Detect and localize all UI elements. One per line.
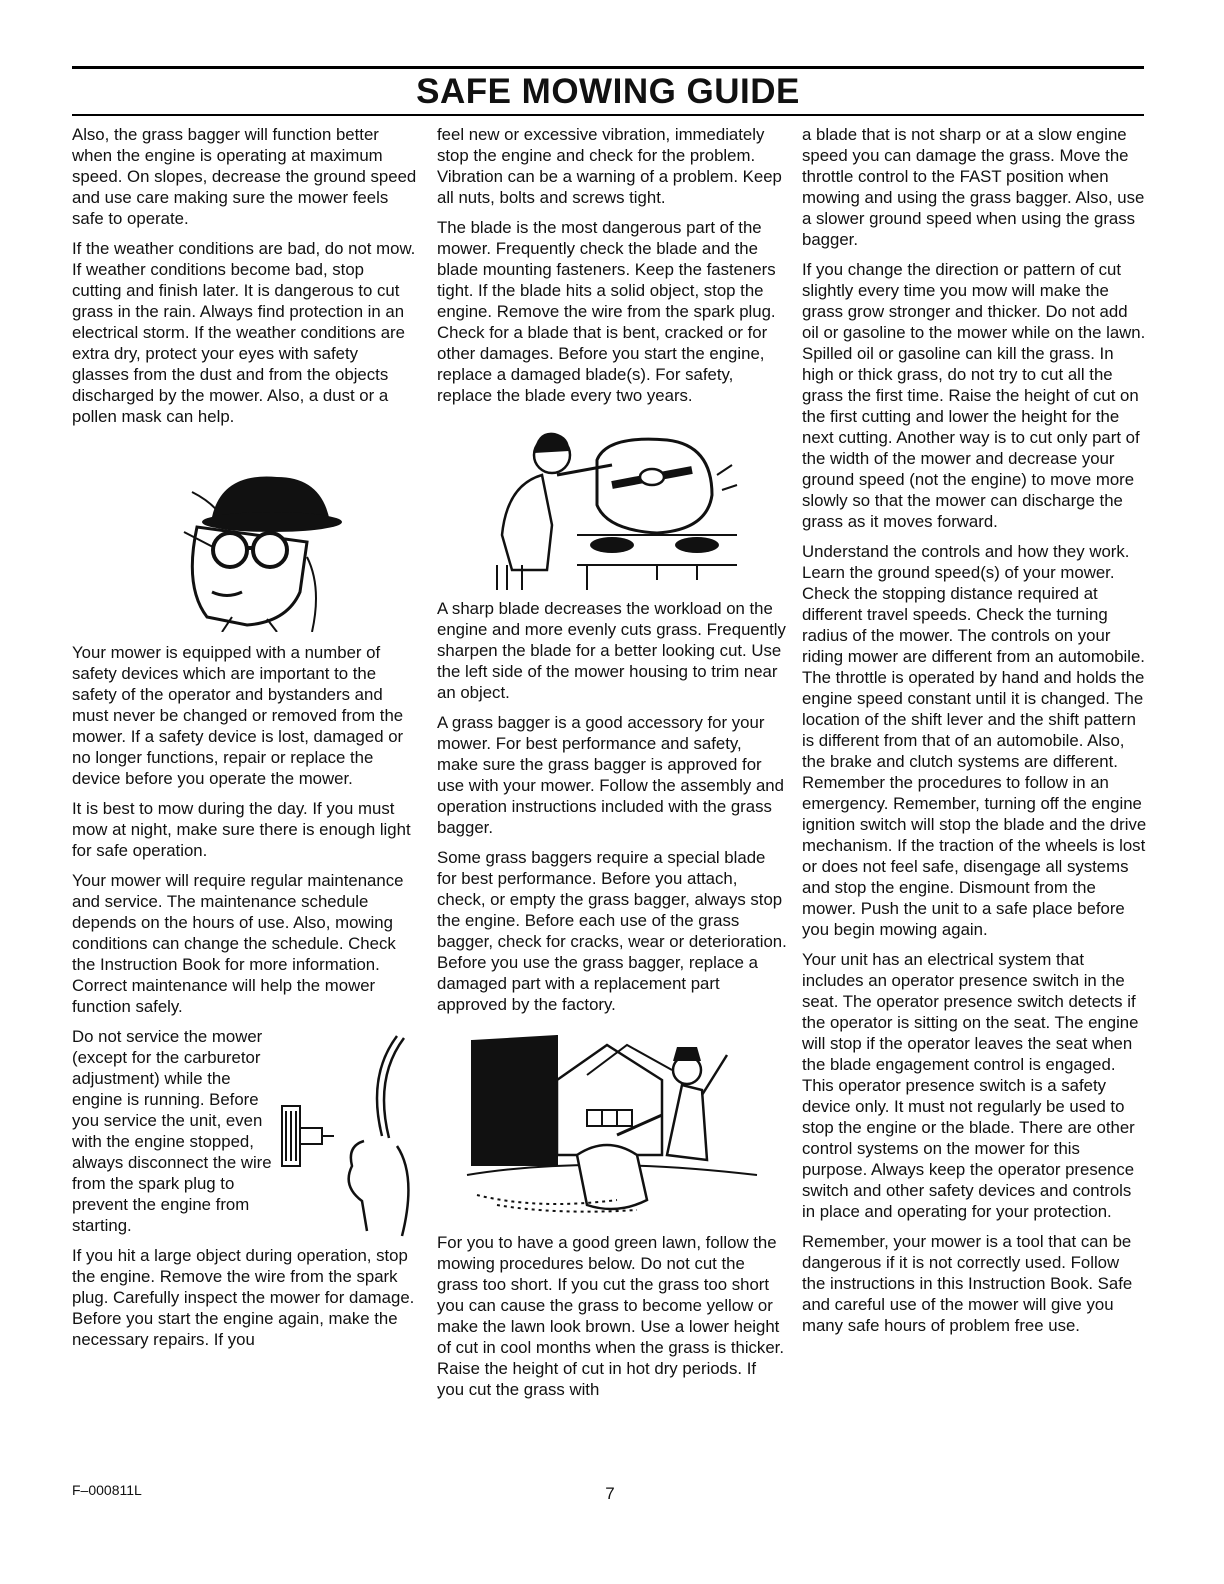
title-rule-bottom xyxy=(72,114,1144,116)
paragraph: If you hit a large object during operation, stop the engine. Remove the wire from the spark plug. Carefully inspect the mower for damage. Before you start the engine again, make the necessary repairs. If you xyxy=(72,1246,415,1349)
paragraph: It is best to mow during the day. If you must mow at night, make sure there is enough light for safe operation. xyxy=(72,799,411,860)
blade-inspection-illustration xyxy=(437,415,787,590)
paragraph: For you to have a good green lawn, follow the mowing procedures below. Do not cut the grass too short. If you cut the grass too short you can cause the grass to become yellow or make the lawn look brown. Use a lower height of cut in cool months when the grass is thicker. Raise the height of cut in hot dry periods. If you cut the grass with xyxy=(437,1233,784,1399)
paragraph: Your mower is equipped with a number of safety devices which are important to the safety of the operator and bystanders and must never be changed or removed from the mower. If a safety device is lost, damaged or no longer functions, repair or replace the device before you operate the mower. xyxy=(72,643,404,788)
paragraph: Your mower will require regular maintenance and service. The maintenance schedule depends on the hours of use. Also, mowing conditions can change the schedule. Check the Instruction Book for more information. Correct maintenance will help the mower function safely. xyxy=(72,871,404,1016)
paragraph: A sharp blade decreases the workload on the engine and more evenly cuts grass. Frequently sharpen the blade for a better looking cut. Use the left side of the mower housing to trim near an object. xyxy=(437,599,786,702)
paragraph: feel new or excessive vibration, immediately stop the engine and check for the problem. Vibration can be a warning of a problem. Keep all nuts, bolts and screws tight. xyxy=(437,125,782,207)
page-title: SAFE MOWING GUIDE xyxy=(416,72,800,111)
paragraph: Remember, your mower is a tool that can be dangerous if it is not correctly used. Follow the instructions in this Instruction Book. Safe and careful use of the mower will give you many safe hours of problem free use. xyxy=(802,1232,1133,1335)
page-number: 7 xyxy=(605,1484,615,1503)
paragraph: Some grass baggers require a special blade for best performance. Before you attach, check, or empty the grass bagger, always stop the engine. Before each use of the grass bagger, check for cracks, wear or deterioration. Before you use the grass bagger, replace a damaged part with a replacement part approved by the factory. xyxy=(437,848,787,1014)
title-rule-top xyxy=(72,66,1144,69)
mowing-lawn-illustration xyxy=(437,1025,787,1220)
paragraph: The blade is the most dangerous part of the mower. Frequently check the blade and the blade mounting fasteners. Keep the fasteners tight. If the blade hits a solid object, stop the engine. Remove the wire from the spark plug. Check for a blade that is bent, cracked or for other damages. Before you start the engine, replace a damaged blade(s). For safety, replace the blade every two years. xyxy=(437,218,776,405)
paragraph: A grass bagger is a good accessory for your mower. For best performance and safety, make sure the grass bagger is approved for use with your mower. Follow the assembly and operation instructions included with the grass bagger. xyxy=(437,713,784,837)
paragraph: Also, the grass bagger will function better when the engine is operating at maximum speed. On slopes, decrease the ground speed and use care making sure the mower feels safe to operate. xyxy=(72,125,417,228)
column-left xyxy=(72,124,417,1359)
paragraph: If you change the direction or pattern of cut slightly every time you mow will make the grass grow stronger and thicker. Do not add oil or gasoline to the mower while on the lawn. Spilled oil or gasoline can kill the grass. In high or thick grass, do not try to cut all the grass the first time. Raise the height of cut on the first cutting and lower the height for the next cutting. Another way is to cut only part of the width of the mower and decrease your ground speed (not the engine) to move more slowly so that the mower can discharge the grass as it moves forward. xyxy=(802,260,1146,531)
paragraph: Do not service the mower (except for the carburetor adjustment) while the engine is running. Before you service the unit, even with the engine stopped, always disconnect the wire from the spark plug to prevent the engine from starting. xyxy=(72,1027,272,1235)
spark-plug-illustration xyxy=(272,1026,417,1241)
document-code: F–000811L xyxy=(72,1482,142,1498)
column-right xyxy=(802,124,1147,1345)
paragraph: If the weather conditions are bad, do not mow. If weather conditions become bad, stop cutting and finish later. It is dangerous to cut grass in the rain. Always find protection in an electrical storm. If the weather conditions are extra dry, protect your eyes with safety glasses from the dust and from the objects discharged by the mower. Also, a dust or a pollen mask can help. xyxy=(72,239,416,426)
paragraph: a blade that is not sharp or at a slow engine speed you can damage the grass. Move the throttle control to the FAST position when mowing and using the grass bagger. Also, use a slower ground speed when using the grass bagger. xyxy=(802,125,1145,249)
column-middle xyxy=(437,124,787,1409)
paragraph: Understand the controls and how they work. Learn the ground speed(s) of your mower. Check the stopping distance required at different travel speeds. Check the turning radius of the mower. The controls on your riding mower are different from an automobile. The throttle is operated by hand and holds the engine speed constant until it is changed. The location of the shift lever and the shift pattern is different from that of an automobile. Also, the brake and clutch systems are different. Remember the procedures to follow in an emergency. Remember, turning off the engine ignition switch will stop the blade and the drive mechanism. If the traction of the wheels is lost or does not feel safe, disengage all systems and stop the engine. Dismount from the mower. Push the unit to a safe place before you begin mowing again. xyxy=(802,542,1147,939)
paragraph: Your unit has an electrical system that includes an operator presence switch in the seat. The operator presence switch detects if the operator is sitting on the seat. The engine will stop if the operator leaves the seat when the blade engagement control is engaged. This operator presence switch is a safety device only. It must not regularly be used to stop the engine or the blade. There are other control systems on the mower for this purpose. Always keep the operator presence switch and other safety devices and controls in place and operating for your protection. xyxy=(802,950,1139,1221)
safety-glasses-illustration xyxy=(72,447,417,632)
service-warning-block xyxy=(72,1026,417,1245)
